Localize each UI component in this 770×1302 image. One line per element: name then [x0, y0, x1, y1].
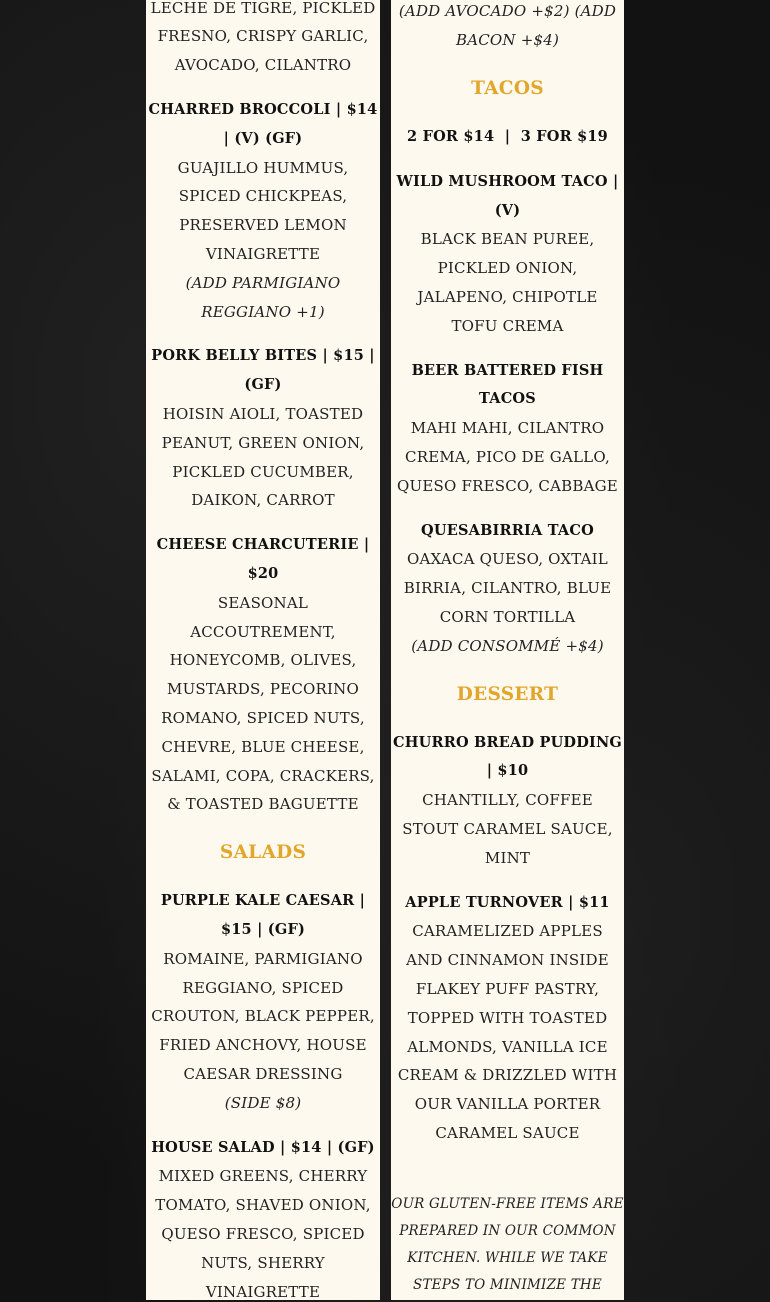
menu-item-title: TACOS	[479, 390, 536, 407]
tacos-pricing: 2 FOR $14 | 3 FOR $19	[407, 128, 608, 145]
menu-item-note: (ADD PARMIGIANO	[185, 274, 341, 292]
menu-item-description: OAXACA QUESO, OXTAIL	[407, 550, 608, 568]
menu-item-title: (V)	[494, 202, 521, 219]
menu-item-title: PURPLE KALE CAESAR |	[160, 892, 366, 909]
menu-item-description: SALAMI, COPA, CRACKERS,	[151, 767, 375, 785]
menu-item-title: $20	[247, 565, 279, 582]
menu-item-description: FLAKEY PUFF PASTRY,	[415, 980, 600, 998]
menu-item-title: | (V) (GF)	[223, 130, 303, 147]
menu-item-title: APPLE TURNOVER | $11	[405, 894, 610, 911]
menu-item-description: CREAM & DRIZZLED WITH	[397, 1066, 618, 1084]
menu-item-description: CARAMEL SAUCE	[435, 1124, 580, 1142]
section-heading-salads: SALADS	[219, 842, 307, 863]
menu-item-title: BEER BATTERED FISH	[411, 362, 604, 379]
menu-item-description: FRIED ANCHOVY, HOUSE	[159, 1036, 367, 1054]
menu-item-note: (ADD CONSOMMÉ +$4)	[411, 637, 604, 655]
menu-item-description: CORN TORTILLA	[439, 608, 576, 626]
menu-item-description: LECHE DE TIGRE, PICKLED	[150, 0, 376, 17]
menu-item-title: QUESABIRRIA TACO	[421, 522, 594, 539]
menu-item-description: PICKLED CUCUMBER,	[172, 463, 354, 481]
menu-item-description: DAIKON, CARROT	[191, 491, 335, 509]
menu-item-description: BIRRIA, CILANTRO, BLUE	[403, 579, 612, 597]
menu-item-description: MINT	[484, 849, 531, 867]
menu-item-description: PEANUT, GREEN ONION,	[161, 434, 365, 452]
menu-item-description: JALAPENO, CHIPOTLE	[417, 288, 598, 306]
menu-item-description: QUESO FRESCO, CABBAGE	[397, 477, 618, 495]
gluten-free-disclaimer: OUR GLUTEN-FREE ITEMS ARE	[391, 1196, 624, 1212]
menu-item-description: VINAIGRETTE	[205, 1283, 321, 1300]
menu-item-description: HONEYCOMB, OLIVES,	[169, 651, 357, 669]
section-heading-tacos: TACOS	[471, 78, 544, 99]
menu-item-description: NUTS, SHERRY	[201, 1254, 325, 1272]
section-heading-dessert: DESSERT	[456, 684, 559, 705]
menu-item-description: PRESERVED LEMON	[179, 216, 347, 234]
menu-item-description: MUSTARDS, PECORINO	[167, 680, 359, 698]
menu-item-description: CREMA, PICO DE GALLO,	[405, 448, 610, 466]
menu-item-description: MIXED GREENS, CHERRY	[158, 1167, 368, 1185]
menu-item-description: TOFU CREMA	[451, 317, 564, 335]
menu-item-description: CROUTON, BLACK PEPPER,	[151, 1007, 375, 1025]
menu-item-description: REGGIANO, SPICED	[182, 979, 344, 997]
menu-item-title: PORK BELLY BITES | $15 |	[151, 347, 375, 364]
menu-item-description: BLACK BEAN PUREE,	[420, 230, 595, 248]
gluten-free-disclaimer: KITCHEN. WHILE WE TAKE	[407, 1250, 608, 1266]
menu-item-note: REGGIANO +1)	[201, 303, 325, 321]
menu-item-description: SPICED CHICKPEAS,	[178, 187, 348, 205]
menu-item-description: FRESNO, CRISPY GARLIC,	[157, 27, 369, 45]
menu-item-description: STOUT CARAMEL SAUCE,	[402, 820, 613, 838]
menu-item-description: TOPPED WITH TOASTED	[407, 1009, 608, 1027]
menu-item-description: QUESO FRESCO, SPICED	[161, 1225, 365, 1243]
menu-item-description: CARAMELIZED APPLES	[412, 922, 603, 940]
menu-item-description: & TOASTED BAGUETTE	[167, 795, 359, 813]
menu-item-description: AND CINNAMON INSIDE	[406, 951, 609, 969]
menu-item-description: TOMATO, SHAVED ONION,	[155, 1196, 371, 1214]
menu-column-right	[391, 0, 624, 1300]
menu-item-description: AVOCADO, CILANTRO	[174, 56, 352, 74]
menu-item-title: (GF)	[244, 376, 282, 393]
menu-item-description: SEASONAL	[217, 594, 309, 612]
menu-item-description: MAHI MAHI, CILANTRO	[410, 419, 605, 437]
menu-item-title: HOUSE SALAD | $14 | (GF)	[151, 1139, 375, 1156]
menu-item-description: PICKLED ONION,	[437, 259, 578, 277]
menu-item-description: ROMAINE, PARMIGIANO	[163, 950, 363, 968]
menu-item-description: GUAJILLO HUMMUS,	[177, 159, 349, 177]
menu-item-description: ROMANO, SPICED NUTS,	[161, 709, 365, 727]
menu-column-left	[146, 0, 380, 1300]
menu-item-title: | $10	[486, 762, 529, 779]
menu-item-description: CAESAR DRESSING	[183, 1065, 343, 1083]
menu-item-note: (ADD AVOCADO +$2) (ADD	[398, 2, 617, 20]
menu-item-title: $15 | (GF)	[220, 921, 306, 938]
menu-item-description: CHEVRE, BLUE CHEESE,	[161, 738, 365, 756]
menu-item-title: CHURRO BREAD PUDDING	[392, 734, 622, 751]
menu-item-description: VINAIGRETTE	[205, 245, 321, 263]
menu-item-note: (SIDE $8)	[224, 1094, 302, 1112]
menu-item-description: HOISIN AIOLI, TOASTED	[162, 405, 364, 423]
menu-item-title: CHEESE CHARCUTERIE |	[156, 536, 370, 553]
menu-item-description: ACCOUTREMENT,	[190, 623, 336, 641]
gluten-free-disclaimer: PREPARED IN OUR COMMON	[399, 1223, 616, 1239]
menu-item-note: BACON +$4)	[455, 31, 560, 49]
menu-item-description: CHANTILLY, COFFEE	[422, 791, 593, 809]
menu-item-title: CHARRED BROCCOLI | $14	[148, 101, 378, 118]
menu-item-description: OUR VANILLA PORTER	[414, 1095, 601, 1113]
menu-item-title: WILD MUSHROOM TACO |	[396, 173, 619, 190]
menu-item-description: ALMONDS, VANILLA ICE	[407, 1038, 608, 1056]
gluten-free-disclaimer: STEPS TO MINIMIZE THE	[413, 1277, 602, 1293]
